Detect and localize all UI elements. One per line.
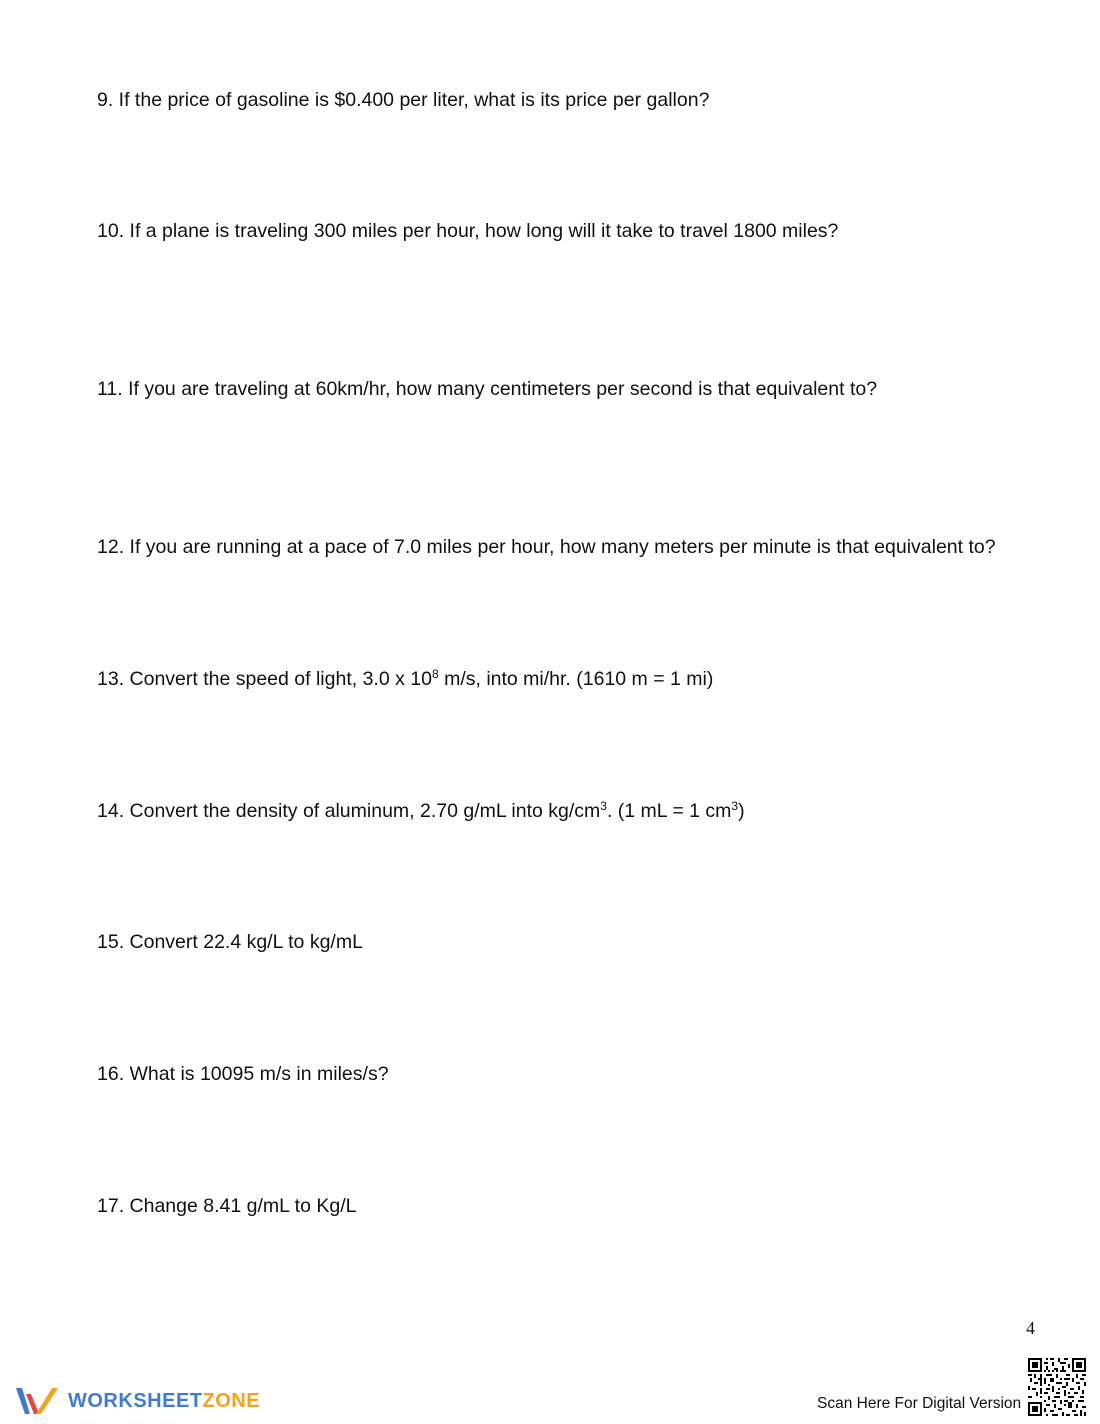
question-12 xyxy=(97,535,996,559)
question-17 xyxy=(97,1194,356,1218)
superscript: 3 xyxy=(600,799,607,813)
brand-name-part-1: WORKSHEET xyxy=(68,1389,203,1412)
worksheetzone-w-logo-icon xyxy=(14,1384,60,1418)
question-text: 15. Convert 22.4 kg/L to kg/mL xyxy=(97,931,363,953)
superscript: 8 xyxy=(431,667,439,681)
question-14 xyxy=(97,799,745,823)
question-text: 17. Change 8.41 g/mL to Kg/L xyxy=(97,1195,357,1217)
question-text: 11. If you are traveling at 60km/hr, how many centimeters per second is that equivalent to? xyxy=(97,378,878,400)
question-text: 13. Convert the speed of light, 3.0 x 10 xyxy=(97,668,432,690)
qr-code-icon[interactable] xyxy=(1028,1358,1086,1416)
question-text: 12. If you are running at a pace of 7.0 miles per hour, how many meters per minute is that equivalent to? xyxy=(97,536,996,558)
question-text: ) xyxy=(738,800,745,822)
question-16 xyxy=(97,1062,389,1086)
question-text: 10. If a plane is traveling 300 miles per hour, how long will it take to travel 1800 miles? xyxy=(97,220,839,242)
question-15 xyxy=(97,930,363,954)
question-9 xyxy=(97,88,709,112)
brand-name xyxy=(68,1390,260,1413)
superscript: 3 xyxy=(731,799,739,813)
question-10 xyxy=(97,219,838,243)
question-13 xyxy=(97,667,713,691)
question-text: 16. What is 10095 m/s in miles/s? xyxy=(97,1063,389,1085)
page-number: 4 xyxy=(1026,1318,1035,1338)
question-text: . (1 mL = 1 cm xyxy=(606,800,732,822)
question-text: 9. If the price of gasoline is $0.400 per liter, what is its price per gallon? xyxy=(97,89,710,111)
brand-name-part-2: ZONE xyxy=(202,1389,261,1412)
question-11 xyxy=(97,377,877,401)
question-text: m/s, into mi/hr. (1610 m = 1 mi) xyxy=(438,668,714,690)
brand-logo[interactable] xyxy=(14,1384,260,1418)
question-text: 14. Convert the density of aluminum, 2.70 g/mL into kg/cm xyxy=(97,800,601,822)
scan-label: Scan Here For Digital Version xyxy=(817,1395,1022,1412)
